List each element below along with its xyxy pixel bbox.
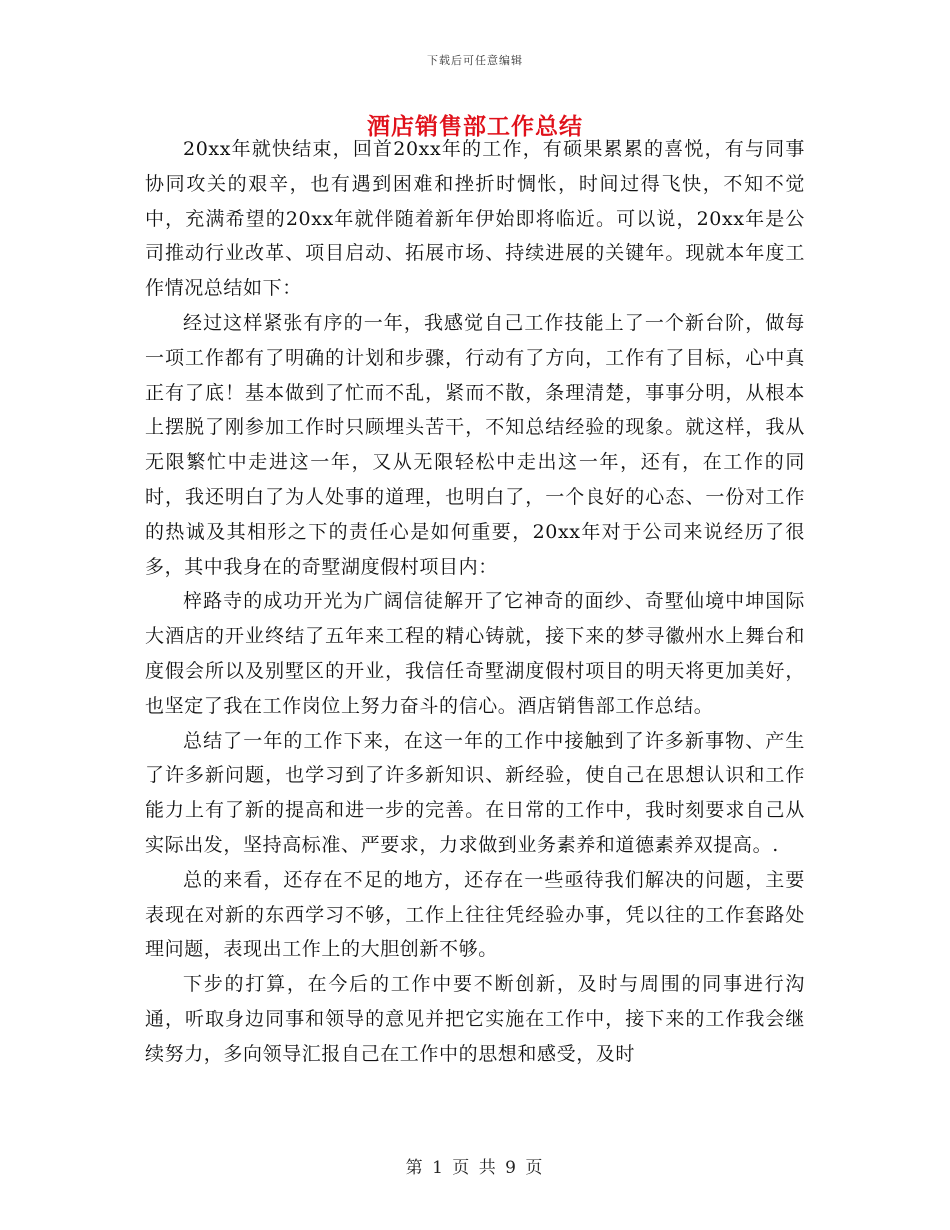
paragraph-5: 总的来看，还存在不足的地方，还存在一些亟待我们解决的问题，主要表现在对新的东西学习不够，工作上往往凭经验办事，凭以往的工作套路处理问题，表现出工作上的大胆创新不够。 bbox=[145, 868, 805, 961]
paragraph-2: 经过这样紧张有序的一年，我感觉自己工作技能上了一个新台阶，做每一项工作都有了明确的计划和步骤，行动有了方向，工作有了目标，心中真正有了底！基本做到了忙而不乱，紧而不散，条理清楚，事事分明，从根本上摆脱了刚参加工作时只顾埋头苦干，不知总结经验的现象。就这样，我从无限繁忙中走进这一年，又从无限轻松中走出这一年，还有，在工作的同时，我还明白了为人处事的道理，也明白了，一个良好的心态、一份对工作的热诚及其相形之下的责任心是如何重要，20xx年对于公司来说经历了很多，其中我身在的奇墅湖度假村项目内： bbox=[145, 311, 805, 578]
paragraph-1: 20xx年就快结束，回首20xx年的工作，有硕果累累的喜悦，有与同事协同攻关的艰辛，也有遇到困难和挫折时惆怅，时间过得飞快，不知不觉中，充满希望的20xx年就伴随着新年伊始即将临近。可以说，20xx年是公司推动行业改革、项目启动、拓展市场、持续进展的关键年。现就本年度工作情况总结如下： bbox=[145, 138, 805, 300]
paragraph-4: 总结了一年的工作下来，在这一年的工作中接触到了许多新事物、产生了许多新问题，也学习到了许多新知识、新经验，使自己在思想认识和工作能力上有了新的提高和进一步的完善。在日常的工作中，我时刻要求自己从实际出发，坚持高标准、严要求，力求做到业务素养和道德素养双提高。. bbox=[145, 729, 805, 856]
paragraph-3: 梓路寺的成功开光为广阔信徒解开了它神奇的面纱、奇墅仙境中坤国际大酒店的开业终结了五年来工程的精心铸就，接下来的梦寻徽州水上舞台和度假会所以及别墅区的开业，我信任奇墅湖度假村项目的明天将更加美好，也坚定了我在工作岗位上努力奋斗的信心。酒店销售部工作总结。 bbox=[145, 590, 805, 717]
document-body bbox=[145, 132, 805, 1072]
paragraph-6: 下步的打算，在今后的工作中要不断创新，及时与周围的同事进行沟通，听取身边同事和领导的意见并把它实施在工作中，接下来的工作我会继续努力，多向领导汇报自己在工作中的思想和感受，及时 bbox=[145, 973, 805, 1065]
page-number: 第 1 页 共 9 页 bbox=[405, 1158, 545, 1178]
page-header-note: 下载后可任意编辑 bbox=[427, 54, 523, 67]
document-title: 酒店销售部工作总结 bbox=[367, 114, 583, 140]
